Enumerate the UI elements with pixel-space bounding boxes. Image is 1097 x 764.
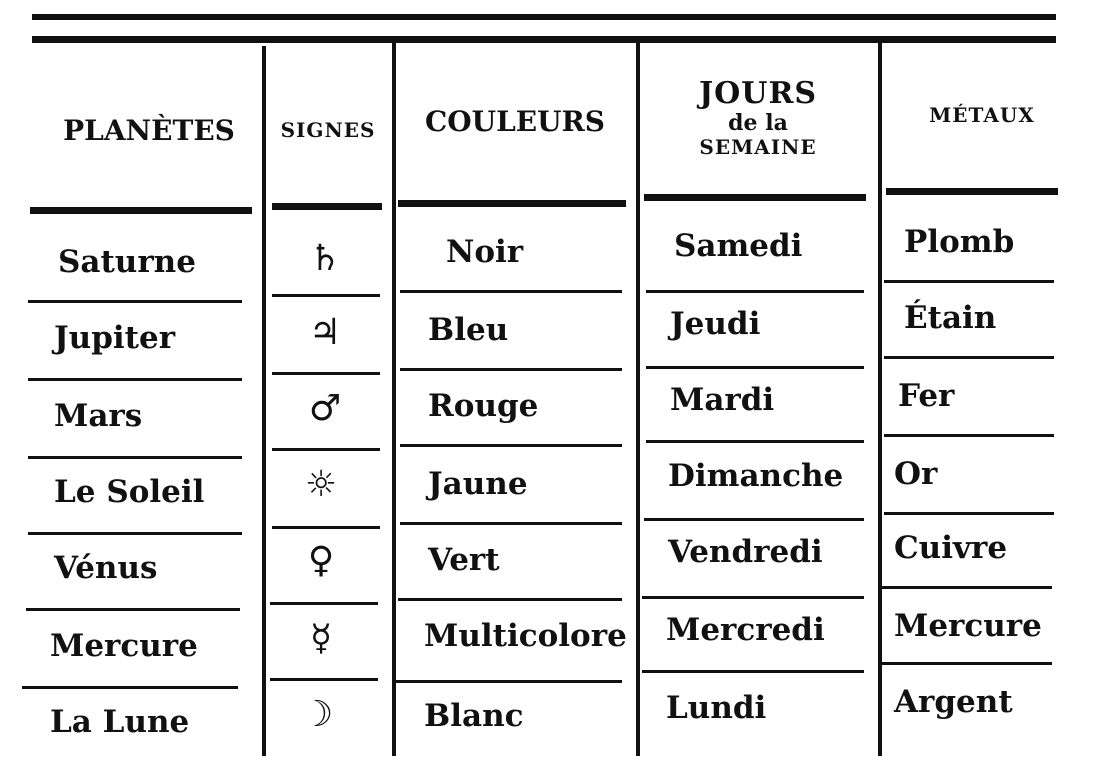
header-metaux-label: MÉTAUX [929,103,1035,127]
row-rule [396,680,622,683]
couleur-cell: Vert [428,542,500,578]
header-jours-line2: de la [728,110,788,137]
jour-cell: Samedi [674,228,803,264]
row-rule [270,602,378,605]
row-rule [882,662,1052,665]
venus-sign-icon: ♀ [307,540,335,581]
couleur-cell: Multicolore [424,618,627,654]
row-rule [400,522,622,525]
saturn-sign-icon: ♄ [308,238,342,279]
row-rule [646,290,864,293]
jupiter-sign-icon: ♃ [308,312,342,353]
row-rule [884,434,1054,437]
top-rule-thick [32,14,1056,20]
header-jours-line1: JOURS [698,75,818,111]
couleur-cell: Jaune [428,466,528,502]
header-rule-couleurs [398,200,626,207]
header-signes [266,60,390,200]
metal-cell: Plomb [904,224,1015,260]
metal-cell: Mercure [894,608,1042,644]
row-rule [882,586,1052,589]
row-rule [272,526,380,529]
couleur-cell: Bleu [428,312,509,348]
planete-cell: Mercure [50,628,198,664]
metal-cell: Argent [894,684,1013,720]
planete-cell: Le Soleil [54,474,205,510]
header-couleurs [396,60,634,182]
row-rule [400,444,622,447]
row-rule [28,456,242,459]
header-planetes-label: PLANÈTES [63,113,235,147]
row-rule [884,512,1054,515]
header-rule-jours [644,194,866,201]
metal-cell: Cuivre [894,530,1008,566]
header-rule-metaux [886,188,1058,195]
metal-cell: Étain [904,300,997,336]
row-rule [272,448,380,451]
row-rule [28,378,242,381]
row-rule [646,440,864,443]
jour-cell: Vendredi [668,534,823,570]
row-rule [400,290,622,293]
metal-cell: Or [894,456,938,492]
row-rule [646,366,864,369]
header-rule-planetes [30,207,252,214]
row-rule [272,294,380,297]
planete-cell: La Lune [50,704,190,740]
header-signes-label: SIGNES [280,118,376,142]
row-rule [272,372,380,375]
row-rule [884,356,1054,359]
row-rule [28,532,242,535]
row-rule [642,596,864,599]
couleur-cell: Noir [446,234,524,270]
jour-cell: Lundi [666,690,767,726]
couleur-cell: Blanc [424,698,524,734]
row-rule [884,280,1054,283]
row-rule [642,670,864,673]
row-rule [28,300,242,303]
row-rule [400,368,622,371]
header-metaux [882,60,1082,170]
jour-cell: Dimanche [668,458,844,494]
planete-cell: Mars [54,398,143,434]
metal-cell: Fer [898,378,955,414]
row-rule [270,678,378,681]
mars-sign-icon: ♂ [308,388,342,429]
jour-cell: Mardi [670,382,775,418]
jour-cell: Mercredi [666,612,825,648]
row-rule [22,686,238,689]
top-rule-thin [32,36,1056,43]
jour-cell: Jeudi [670,306,761,342]
row-rule [644,518,864,521]
planete-cell: Jupiter [54,320,176,356]
planete-cell: Vénus [54,550,158,586]
header-couleurs-label: COULEURS [424,104,606,138]
row-rule [398,598,622,601]
row-rule [26,608,240,611]
planete-cell: Saturne [58,244,196,280]
header-rule-signes [272,203,382,210]
sun-sign-icon: ☼ [304,464,338,505]
mercury-sign-icon: ☿ [309,618,333,659]
moon-sign-icon: ☽ [300,694,334,735]
header-jours-line3: SEMAINE [699,135,817,160]
header-planetes [38,60,260,200]
header-jours [640,48,876,188]
couleur-cell: Rouge [428,388,539,424]
